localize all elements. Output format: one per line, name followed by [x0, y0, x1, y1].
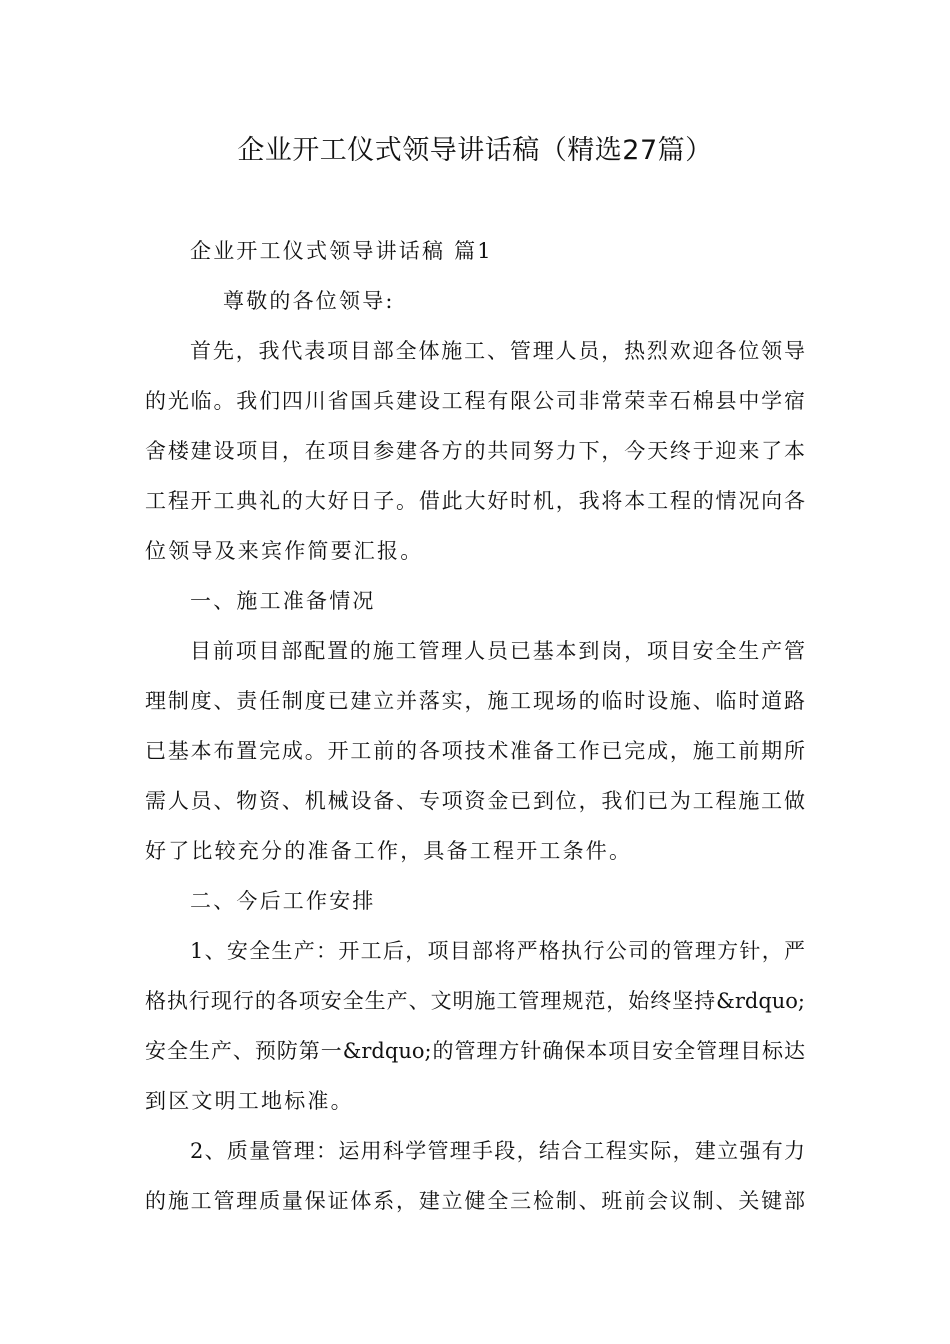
salutation: 尊敬的各位领导:	[223, 289, 395, 313]
paragraph-line: 格执行现行的各项安全生产、文明施工管理规范，始终坚持&rdquo;	[145, 989, 805, 1013]
paragraph-line: 需人员、物资、机械设备、专项资金已到位，我们已为工程施工做	[145, 789, 805, 813]
section-heading: 企业开工仪式领导讲话稿 篇1	[190, 239, 493, 263]
subheading-preparation: 一、施工准备情况	[190, 589, 376, 613]
paragraph-line: 已基本布置完成。开工前的各项技术准备工作已完成，施工前期所	[145, 739, 805, 763]
paragraph-line: 安全生产、预防第一&rdquo;的管理方针确保本项目安全管理目标达	[145, 1039, 805, 1063]
paragraph-line: 舍楼建设项目，在项目参建各方的共同努力下，今天终于迎来了本	[145, 439, 805, 463]
paragraph-line: 工程开工典礼的大好日子。借此大好时机，我将本工程的情况向各	[145, 489, 805, 513]
paragraph-line: 的施工管理质量保证体系，建立健全三检制、班前会议制、关键部	[145, 1189, 805, 1213]
paragraph-line: 目前项目部配置的施工管理人员已基本到岗，项目安全生产管	[190, 639, 805, 663]
document-title: 企业开工仪式领导讲话稿（精选27篇）	[237, 135, 713, 166]
paragraph-line: 2、质量管理：运用科学管理手段，结合工程实际，建立强有力	[190, 1139, 805, 1163]
paragraph-line: 1、安全生产：开工后，项目部将严格执行公司的管理方针，严	[190, 939, 805, 963]
paragraph-line: 首先，我代表项目部全体施工、管理人员，热烈欢迎各位领导	[190, 339, 805, 363]
paragraph-line: 位领导及来宾作简要汇报。	[145, 539, 424, 563]
paragraph-line: 理制度、责任制度已建立并落实，施工现场的临时设施、临时道路	[145, 689, 805, 713]
paragraph-line: 好了比较充分的准备工作，具备工程开工条件。	[145, 839, 633, 863]
subheading-work-plan: 二、今后工作安排	[190, 889, 376, 913]
paragraph-line: 到区文明工地标准。	[145, 1089, 354, 1113]
paragraph-line: 的光临。我们四川省国兵建设工程有限公司非常荣幸石棉县中学宿	[145, 389, 805, 413]
